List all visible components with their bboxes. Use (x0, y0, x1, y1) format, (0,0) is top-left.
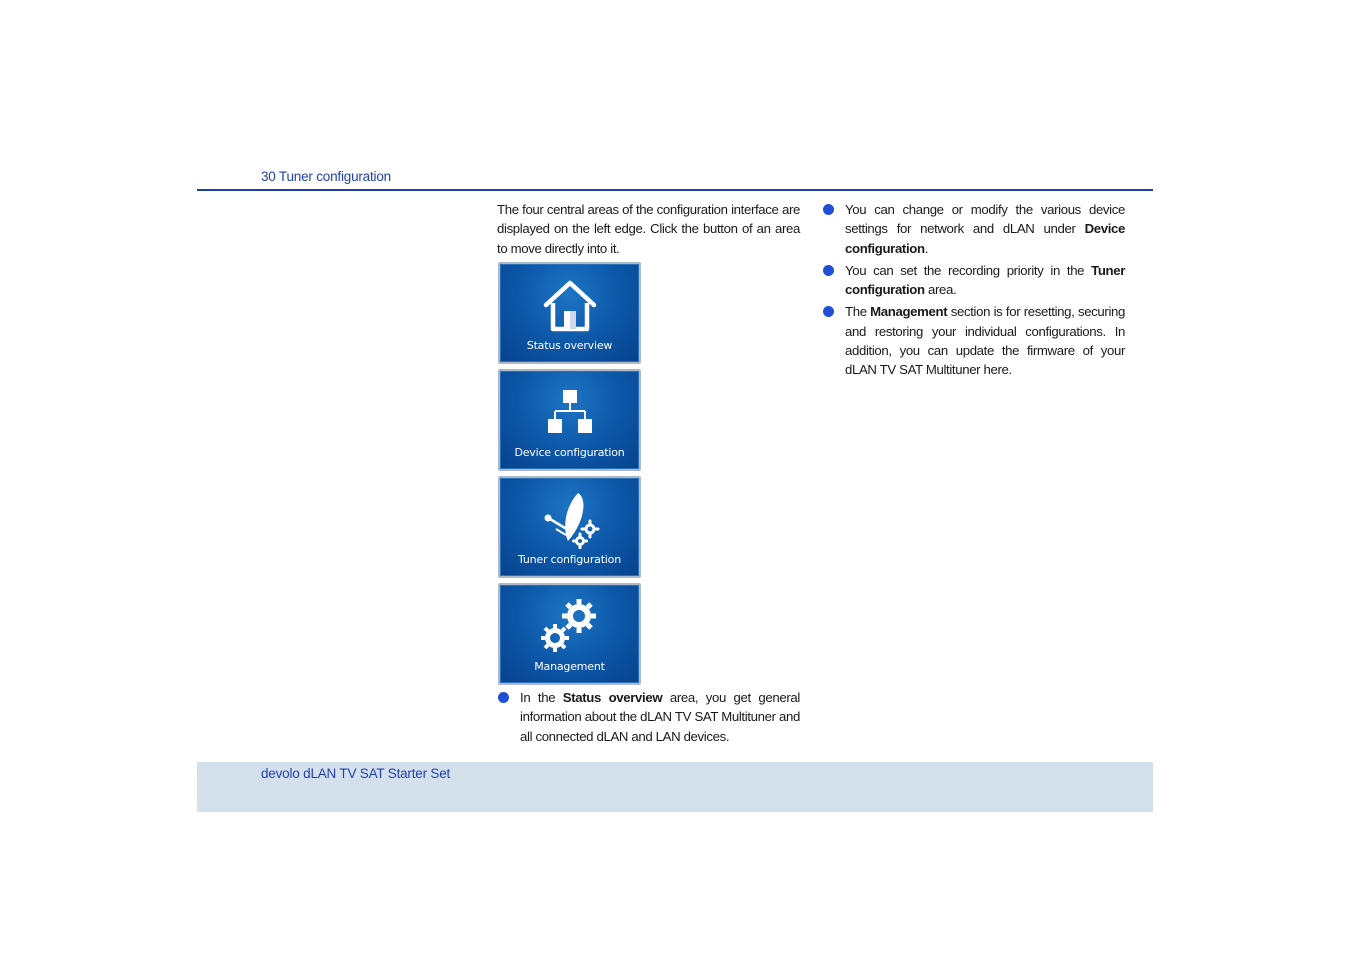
bullet-bold: Status overview (562, 690, 663, 705)
left-bullets (497, 688, 800, 749)
bullet-text: area, you get general information about the dLAN TV SAT Multituner and all connected dLAN and LAN devices. (520, 690, 800, 744)
tile-label: Device configuration (514, 446, 625, 459)
left-column (497, 200, 800, 258)
tile-label: Tuner configuration (518, 553, 621, 566)
bullet-text: section is for resetting, securing and restoring your individual configurations. In addition, you can update the firmware of your dLAN TV SAT Multituner here. (845, 304, 1125, 378)
bullet-dot-icon (823, 265, 834, 276)
right-bullets (822, 200, 1125, 383)
bullet-item (822, 261, 1125, 300)
bullet-bold: Management (870, 304, 948, 320)
bullet-item (822, 302, 1125, 379)
bullet-item (822, 200, 1125, 258)
bullet-text: area. (924, 282, 957, 298)
tile-tuner-configuration[interactable] (498, 476, 641, 578)
bullet-bold: Device configuration (845, 221, 1125, 256)
config-tiles (498, 262, 641, 690)
tile-status-overview[interactable] (498, 262, 641, 364)
tile-management[interactable] (498, 583, 641, 685)
house-icon (500, 272, 639, 338)
bullet-dot-icon (823, 306, 834, 317)
footer-title: devolo dLAN TV SAT Starter Set (261, 766, 451, 781)
bullet-dot-icon (823, 204, 834, 215)
bullet-text: The (845, 304, 871, 320)
bullet-dot-icon (498, 692, 509, 703)
tile-label: Management (534, 660, 605, 673)
bullet-text: . (924, 240, 929, 256)
footer-band (197, 762, 1153, 812)
header-rule (197, 189, 1153, 191)
bullet-bold: Tuner configuration (845, 262, 1125, 298)
bullet-item (497, 688, 800, 746)
bullet-text: In the (520, 690, 563, 705)
tile-device-configuration[interactable] (498, 369, 641, 471)
satellite-dish-icon (500, 486, 639, 552)
tile-label: Status overview (526, 339, 613, 352)
bullet-text: You can set the recording priority in the (845, 262, 1092, 278)
bullet-text: You can change or modify the various device settings for network and dLAN under (845, 202, 1125, 237)
gears-icon (500, 593, 639, 659)
intro-paragraph: The four central areas of the configuration interface are displayed on the left edge. Click the button of an area to move directly into it. (497, 202, 800, 256)
network-icon (500, 379, 639, 445)
page-header: 30 Tuner configuration (261, 169, 391, 184)
